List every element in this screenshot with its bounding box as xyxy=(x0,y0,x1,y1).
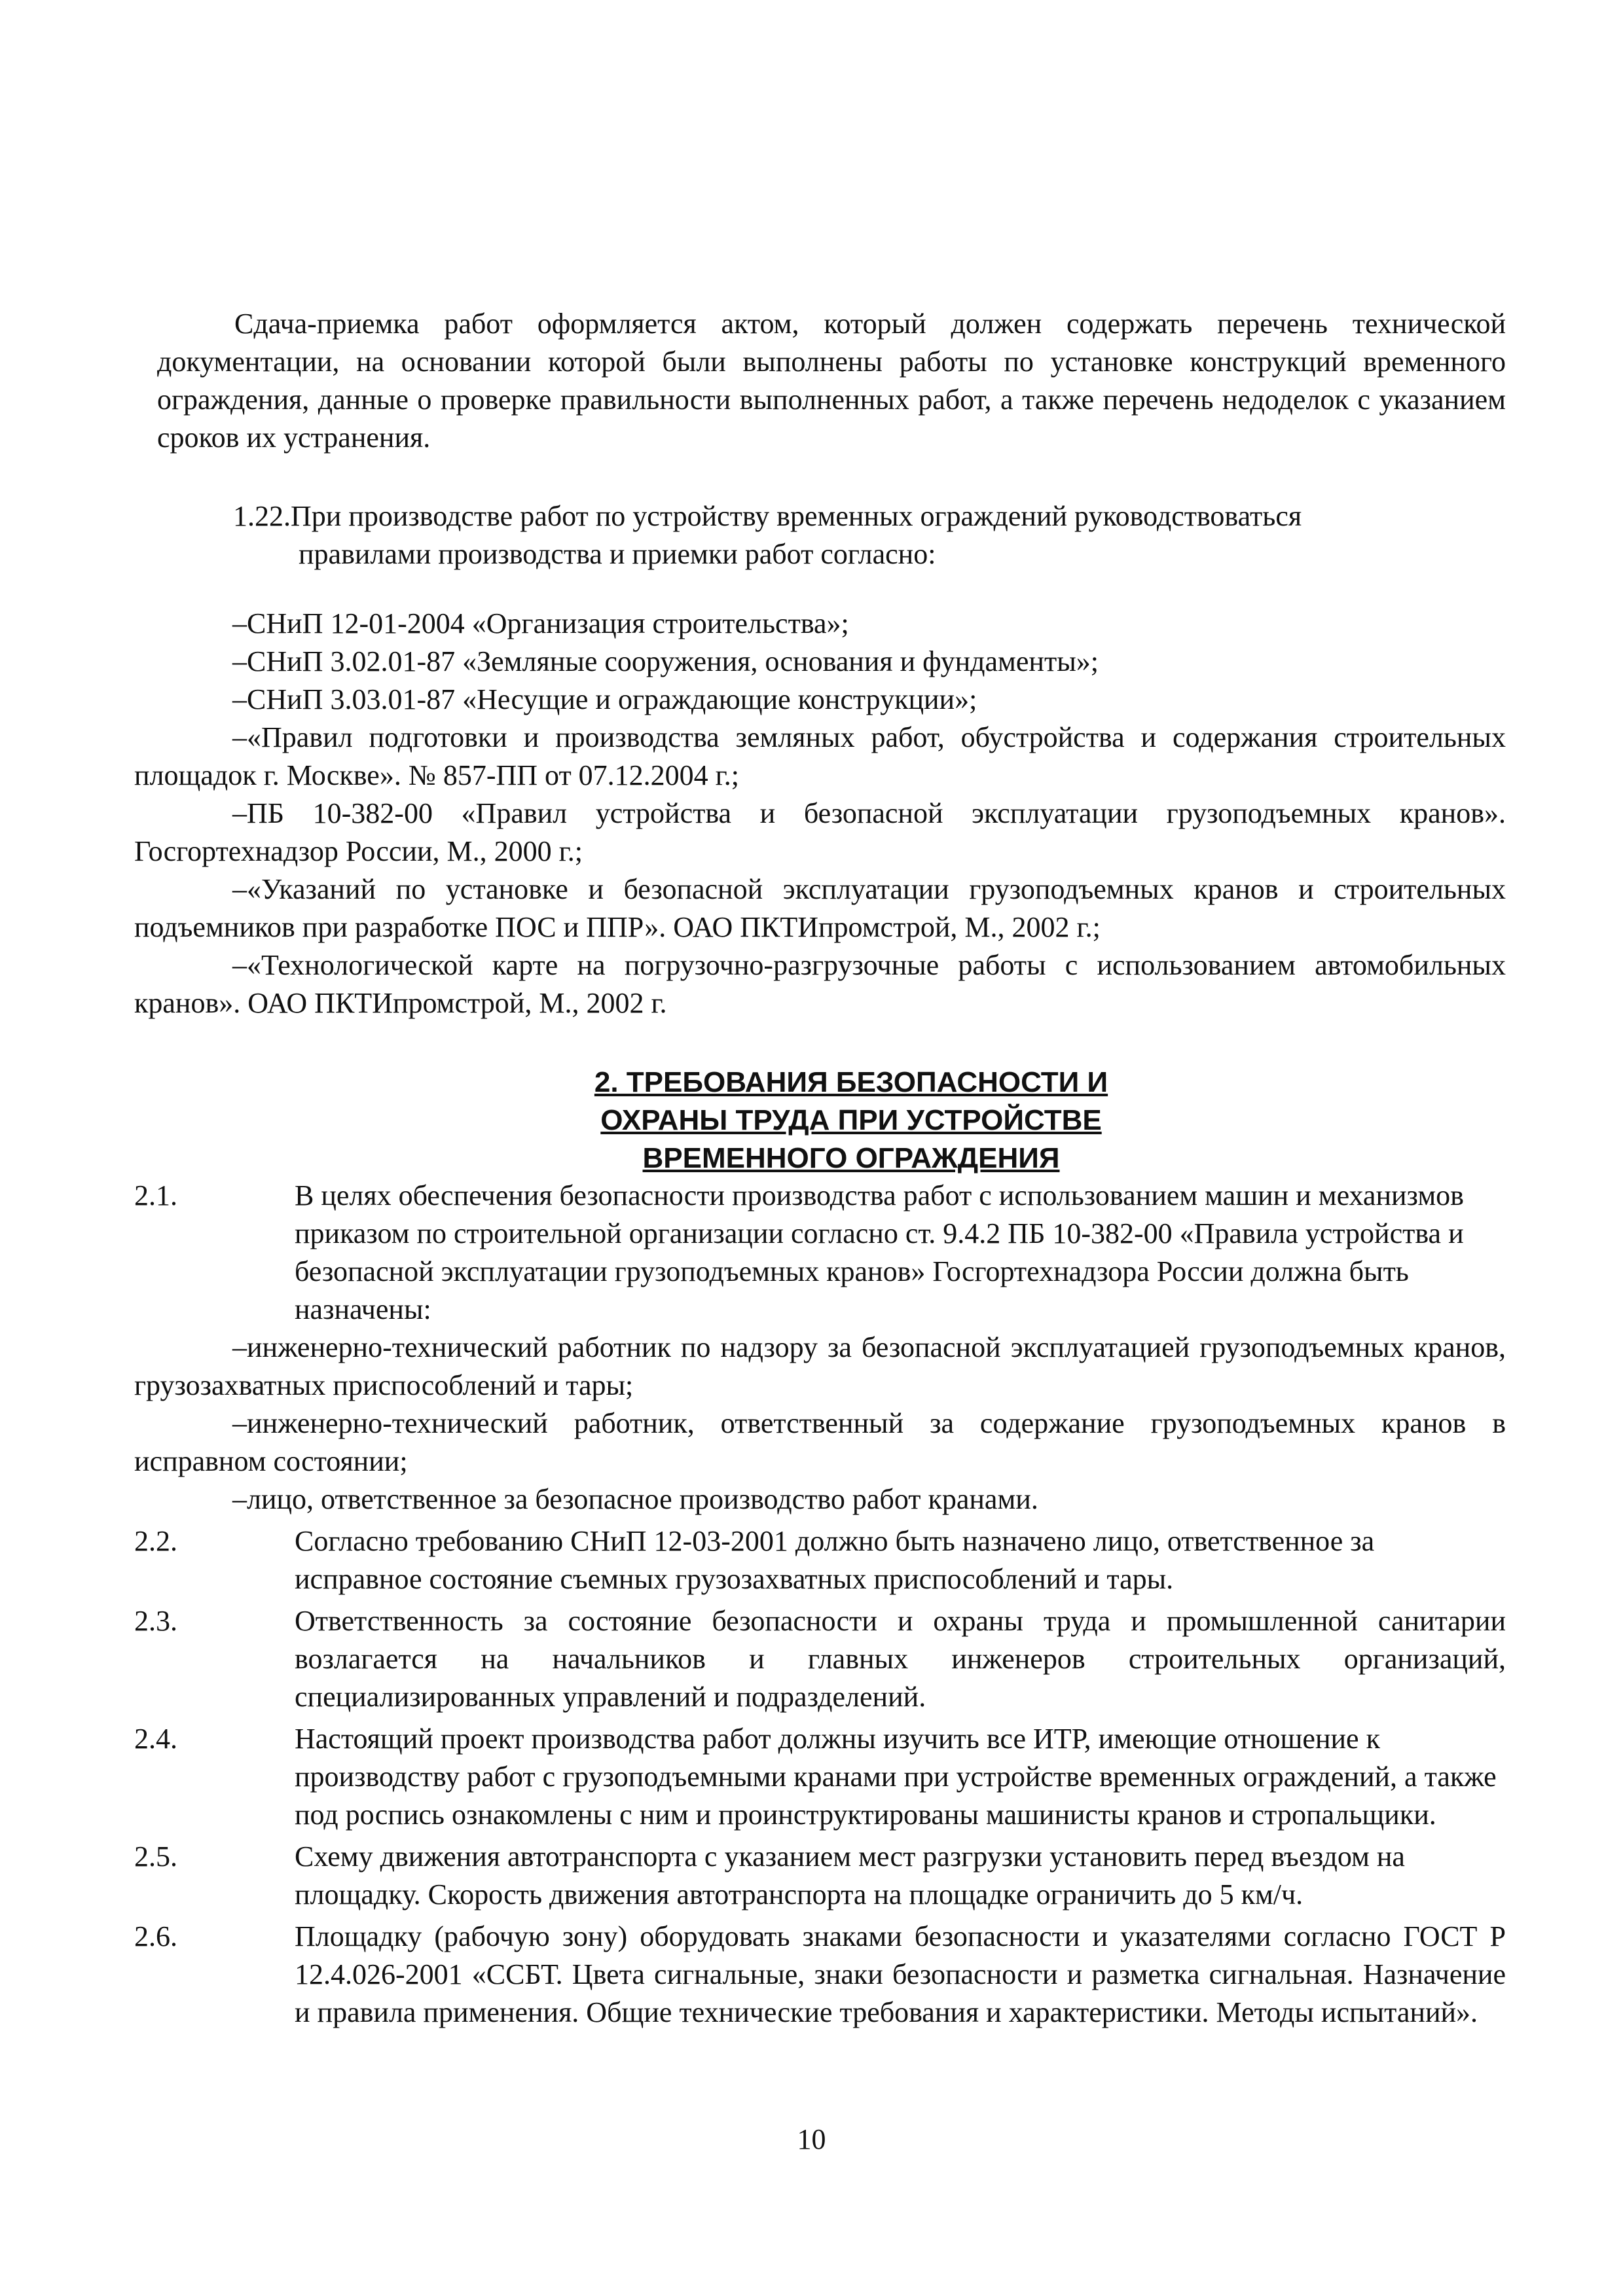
item-text: Ответственность за состояние безопасности и охраны труда и промышленной санитарии возлагается на начальников и главных инженеров строительных организаций, специализированных управлений и подразделений. xyxy=(295,1605,1506,1713)
norm-item: –СНиП 3.03.01-87 «Несущие и ограждающие конструкции»; xyxy=(232,683,977,715)
item-number: 2.2. xyxy=(134,1525,177,1557)
section-2-heading xyxy=(458,1064,1244,1177)
item-number: 2.3. xyxy=(134,1605,177,1637)
dash-item: –лицо, ответственное за безопасное производство работ кранами. xyxy=(232,1483,1038,1515)
item-text: Площадку (рабочую зону) оборудовать знаками безопасности и указателями согласно ГОСТ Р 12.4.026-2001 «ССБТ. Цвета сигнальные, знаки безопасности и разметка сигнальная. Назначение и правила применения. Общие технические требования и характеристики. Методы испытаний». xyxy=(295,1920,1506,2028)
item-2-6 xyxy=(134,1918,1506,2032)
item-2-3 xyxy=(134,1602,1506,1716)
norms-list xyxy=(134,605,1506,1022)
dash-item: –инженерно-технический работник по надзору за безопасной эксплуатацией грузоподъемных кранов, грузозахватных приспособлений и тары; xyxy=(134,1331,1506,1401)
item-2-2 xyxy=(134,1522,1506,1598)
item-number: 2.4. xyxy=(134,1723,177,1755)
item-2-4 xyxy=(134,1720,1506,1834)
item-text: Настоящий проект производства работ должны изучить все ИТР, имеющие отношение к производству работ с грузоподъемными кранами при устройстве временных ограждений, а также под роспись ознакомлены с ним и проинструктированы машинисты кранов и стропальщики. xyxy=(295,1723,1497,1831)
item-text: Схему движения автотранспорта с указанием мест разгрузки установить перед въездом на площадку. Скорость движения автотранспорта на площадке ограничить до 5 км/ч. xyxy=(295,1840,1405,1910)
item-number: 2.5. xyxy=(134,1840,177,1873)
norm-item: –СНиП 12-01-2004 «Организация строительства»; xyxy=(232,607,849,639)
item-1-22-rest: правилами производства и приемки работ согласно: xyxy=(299,538,936,570)
item-1-22-number: 1.22. xyxy=(233,500,291,532)
item-1-22-first-line: При производстве работ по устройству временных ограждений руководствоваться xyxy=(291,500,1302,532)
norm-item: –«Правил подготовки и производства земляных работ, обустройства и содержания строительных площадок г. Москве». № 857-ПП от 07.12.2004 г.; xyxy=(134,721,1506,791)
item-text: В целях обеспечения безопасности производства работ с использованием машин и механизмов приказом по строительной организации согласно ст. 9.4.2 ПБ 10-382-00 «Правила устройства и безопасной эксплуатации грузоподъемных кранов» Госгортехнадзора России должна быть назначены: xyxy=(295,1179,1464,1325)
heading-line-3: ВРЕМЕННОГО ОГРАЖДЕНИЯ xyxy=(642,1142,1060,1174)
norm-item: –ПБ 10-382-00 «Правил устройства и безопасной эксплуатации грузоподъемных кранов». Госгортехнадзор России, М., 2000 г.; xyxy=(134,797,1506,867)
section-2-body xyxy=(134,1177,1506,2032)
norm-item: –СНиП 3.02.01-87 «Земляные сооружения, основания и фундаменты»; xyxy=(232,645,1099,677)
item-2-1 xyxy=(134,1177,1506,1329)
item-2-5 xyxy=(134,1838,1506,1914)
norm-item: –«Технологической карте на погрузочно-разгрузочные работы с использованием автомобильных кранов». ОАО ПКТИпромстрой, М., 2002 г. xyxy=(134,949,1506,1019)
heading-line-1: 2. ТРЕБОВАНИЯ БЕЗОПАСНОСТИ И xyxy=(594,1066,1108,1098)
heading-line-2: ОХРАНЫ ТРУДА ПРИ УСТРОЙСТВЕ xyxy=(600,1104,1102,1136)
page-number: 10 xyxy=(797,2123,826,2155)
item-number: 2.6. xyxy=(134,1920,177,1952)
item-text: Согласно требованию СНиП 12-03-2001 должно быть назначено лицо, ответственное за исправное состояние съемных грузозахватных приспособлений и тары. xyxy=(295,1525,1375,1595)
item-1-22 xyxy=(233,497,1506,573)
norm-item: –«Указаний по установке и безопасной эксплуатации грузоподъемных кранов и строительных подъемников при разработке ПОС и ППР». ОАО ПКТИпромстрой, М., 2002 г.; xyxy=(134,873,1506,943)
item-number: 2.1. xyxy=(134,1179,177,1211)
intro-paragraph: Сдача-приемка работ оформляется актом, который должен содержать перечень технической документации, на основании которой были выполнены работы по установке конструкций временного ограждения, данные о проверке правильности выполненных работ, а также перечень недоделок с указанием сроков их устранения. xyxy=(157,308,1506,454)
dash-item: –инженерно-технический работник, ответственный за содержание грузоподъемных кранов в исправном состоянии; xyxy=(134,1407,1506,1477)
